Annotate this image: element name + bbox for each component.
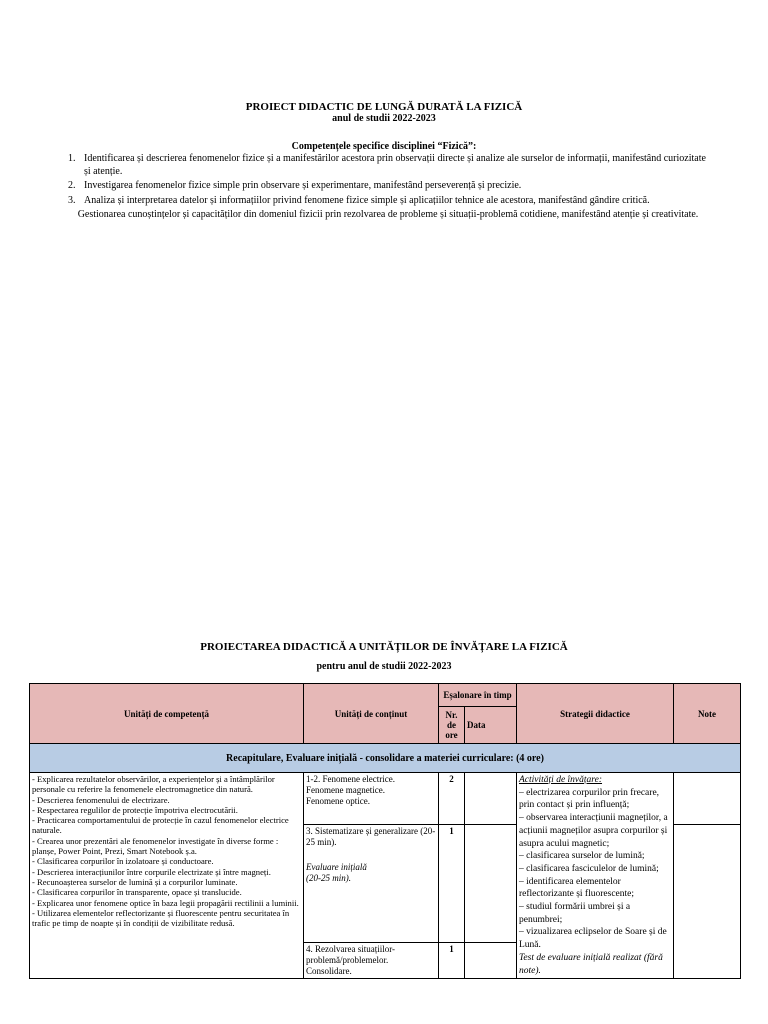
skill-item: - Explicarea rezultatelor observărilor, a experiențelor și a întâmplărilor personale cu referire la fenomenele electromagnetice din natură.: [32, 774, 275, 795]
skill-item: - Respectarea regulilor de protecție împotriva electrocutării.: [32, 804, 238, 815]
strategies-cell: [517, 773, 674, 979]
content-cell: [304, 825, 439, 943]
content-cell: [304, 943, 439, 979]
skill-item: - Recunoașterea surselor de lumină și a corpurilor luminate.: [32, 876, 238, 887]
skill-item: - Descrierea interacțiunilor între corpurile electrizate și între magneți.: [32, 866, 271, 877]
skills-cell: [30, 773, 304, 979]
date-cell: [465, 943, 517, 979]
didactic-plan-table: [29, 683, 741, 979]
content-line: 1-2. Fenomene electrice.: [306, 774, 395, 784]
header-notes: Note: [674, 684, 741, 744]
strategy-item: – identificarea elementelor reflectorizante și fluorescente;: [519, 876, 634, 900]
competences-heading: Competențele specifice disciplinei “Fizică”:: [291, 141, 477, 152]
skill-item: - Clasificarea corpurilor în transparente, opace și translucide.: [32, 887, 242, 898]
content-line: 3. Sistematizare și generalizare (20-25 min).: [306, 826, 436, 847]
hours-cell: 2: [439, 773, 465, 825]
section-title: PROIECTAREA DIDACTICĂ A UNITĂȚILOR DE ÎNVĂȚARE LA FIZICĂ: [200, 641, 568, 653]
skill-item: - Crearea unor prezentări ale fenomenelor investigate în diverse forme : planșe, Power Point, Prezi, Smart Notebook ș.a.: [32, 835, 279, 857]
competence-number: 3.: [68, 194, 76, 206]
header-skills: Unități de competență: [30, 684, 304, 744]
competence-text: Analiza și interpretarea datelor și informațiilor privind fenomene fizice simple și aplicațiilor tehnice ale acestora, manifestând gândire critică.: [84, 194, 650, 206]
content-line: Evaluare inițială: [306, 862, 367, 872]
section-year: pentru anul de studii 2022-2023: [316, 661, 452, 672]
competence-item: [68, 180, 708, 193]
strategies-heading: Activități de învățare:: [519, 775, 603, 785]
header-hours: Nr. de ore: [439, 707, 465, 744]
strategy-item: – clasificarea fasciculelor de lumină;: [519, 863, 659, 874]
competences-list: [68, 153, 708, 224]
skill-item: - Practicarea comportamentului de protecție în cazul fenomenelor electrice naturale.: [32, 815, 289, 836]
competence-number: 2.: [68, 180, 76, 191]
content-cell: [304, 773, 439, 825]
header-date: Data: [465, 707, 517, 744]
content-line: Consolidare.: [306, 966, 352, 977]
content-line: 4. Rezolvarea situațiilor-problemă/problemelor.: [306, 944, 396, 966]
skill-item: - Clasificarea corpurilor în izolatoare și conductoare.: [32, 856, 214, 867]
document-year: anul de studii 2022-2023: [332, 113, 436, 124]
content-line: (20-25 min).: [306, 873, 351, 883]
content-line: Fenomene magnetice.: [306, 785, 385, 795]
competence-number: 1.: [68, 153, 76, 164]
header-content: Unități de conținut: [304, 684, 439, 744]
competence-text: Investigarea fenomenelor fizice simple prin observare și experimentare, manifestând perseverență și precizie.: [84, 180, 522, 191]
content-line: Fenomene optice.: [306, 796, 370, 806]
hours-cell: 1: [439, 943, 465, 979]
date-cell: [465, 825, 517, 943]
strategy-item: – vizualizarea eclipselor de Soare și de Lună.: [519, 927, 667, 951]
strategies-footer: Test de evaluare inițială realizat (fără note).: [519, 952, 663, 976]
date-cell: [465, 773, 517, 825]
section-row-title: Recapitulare, Evaluare inițială - consolidare a materiei curriculare: (4 ore): [30, 744, 741, 773]
skill-item: - Explicarea unor fenomene optice în baza legii propagării rectilinii a luminii.: [32, 897, 299, 908]
header-strategies: Strategii didactice: [517, 684, 674, 744]
strategy-item: – observarea interacțiunii magneților, a acțiunii magneților asupra corpurilor și asupra acului magnetic;: [519, 813, 668, 849]
competence-item: [68, 153, 708, 178]
skill-item: - Utilizarea elementelor reflectorizante și fluorescente pentru securitatea în trafic pe timp de noapte și în condiții de vizibilitate redusă.: [32, 907, 290, 929]
notes-cell: [674, 773, 741, 825]
strategy-item: – studiul formării umbrei și a penumbrei;: [519, 902, 631, 925]
strategy-item: – electrizarea corpurilor prin frecare, prin contact și prin influență;: [519, 787, 660, 811]
document-title: PROIECT DIDACTIC DE LUNGĂ DURATĂ LA FIZICĂ: [245, 101, 523, 113]
competence-extra: Gestionarea cunoștințelor și capacităților din domeniul fizicii prin rezolvarea de probleme și situații-problemă cotidiene, manifestând atenție și creativitate.: [77, 209, 699, 220]
strategy-item: – clasificarea surselor de lumină;: [519, 851, 645, 862]
skill-item: - Descrierea fenomenului de electrizare.: [32, 794, 170, 805]
competence-item: [68, 195, 708, 208]
header-timing: Eșalonare în timp: [439, 684, 517, 707]
competence-text: Identificarea și descrierea fenomenelor fizice și a manifestărilor acestora prin observații directe și analize ale surselor de informații, manifestând curiozitate și atenție.: [84, 153, 706, 177]
hours-cell: 1: [439, 825, 465, 943]
notes-cell: [674, 825, 741, 979]
